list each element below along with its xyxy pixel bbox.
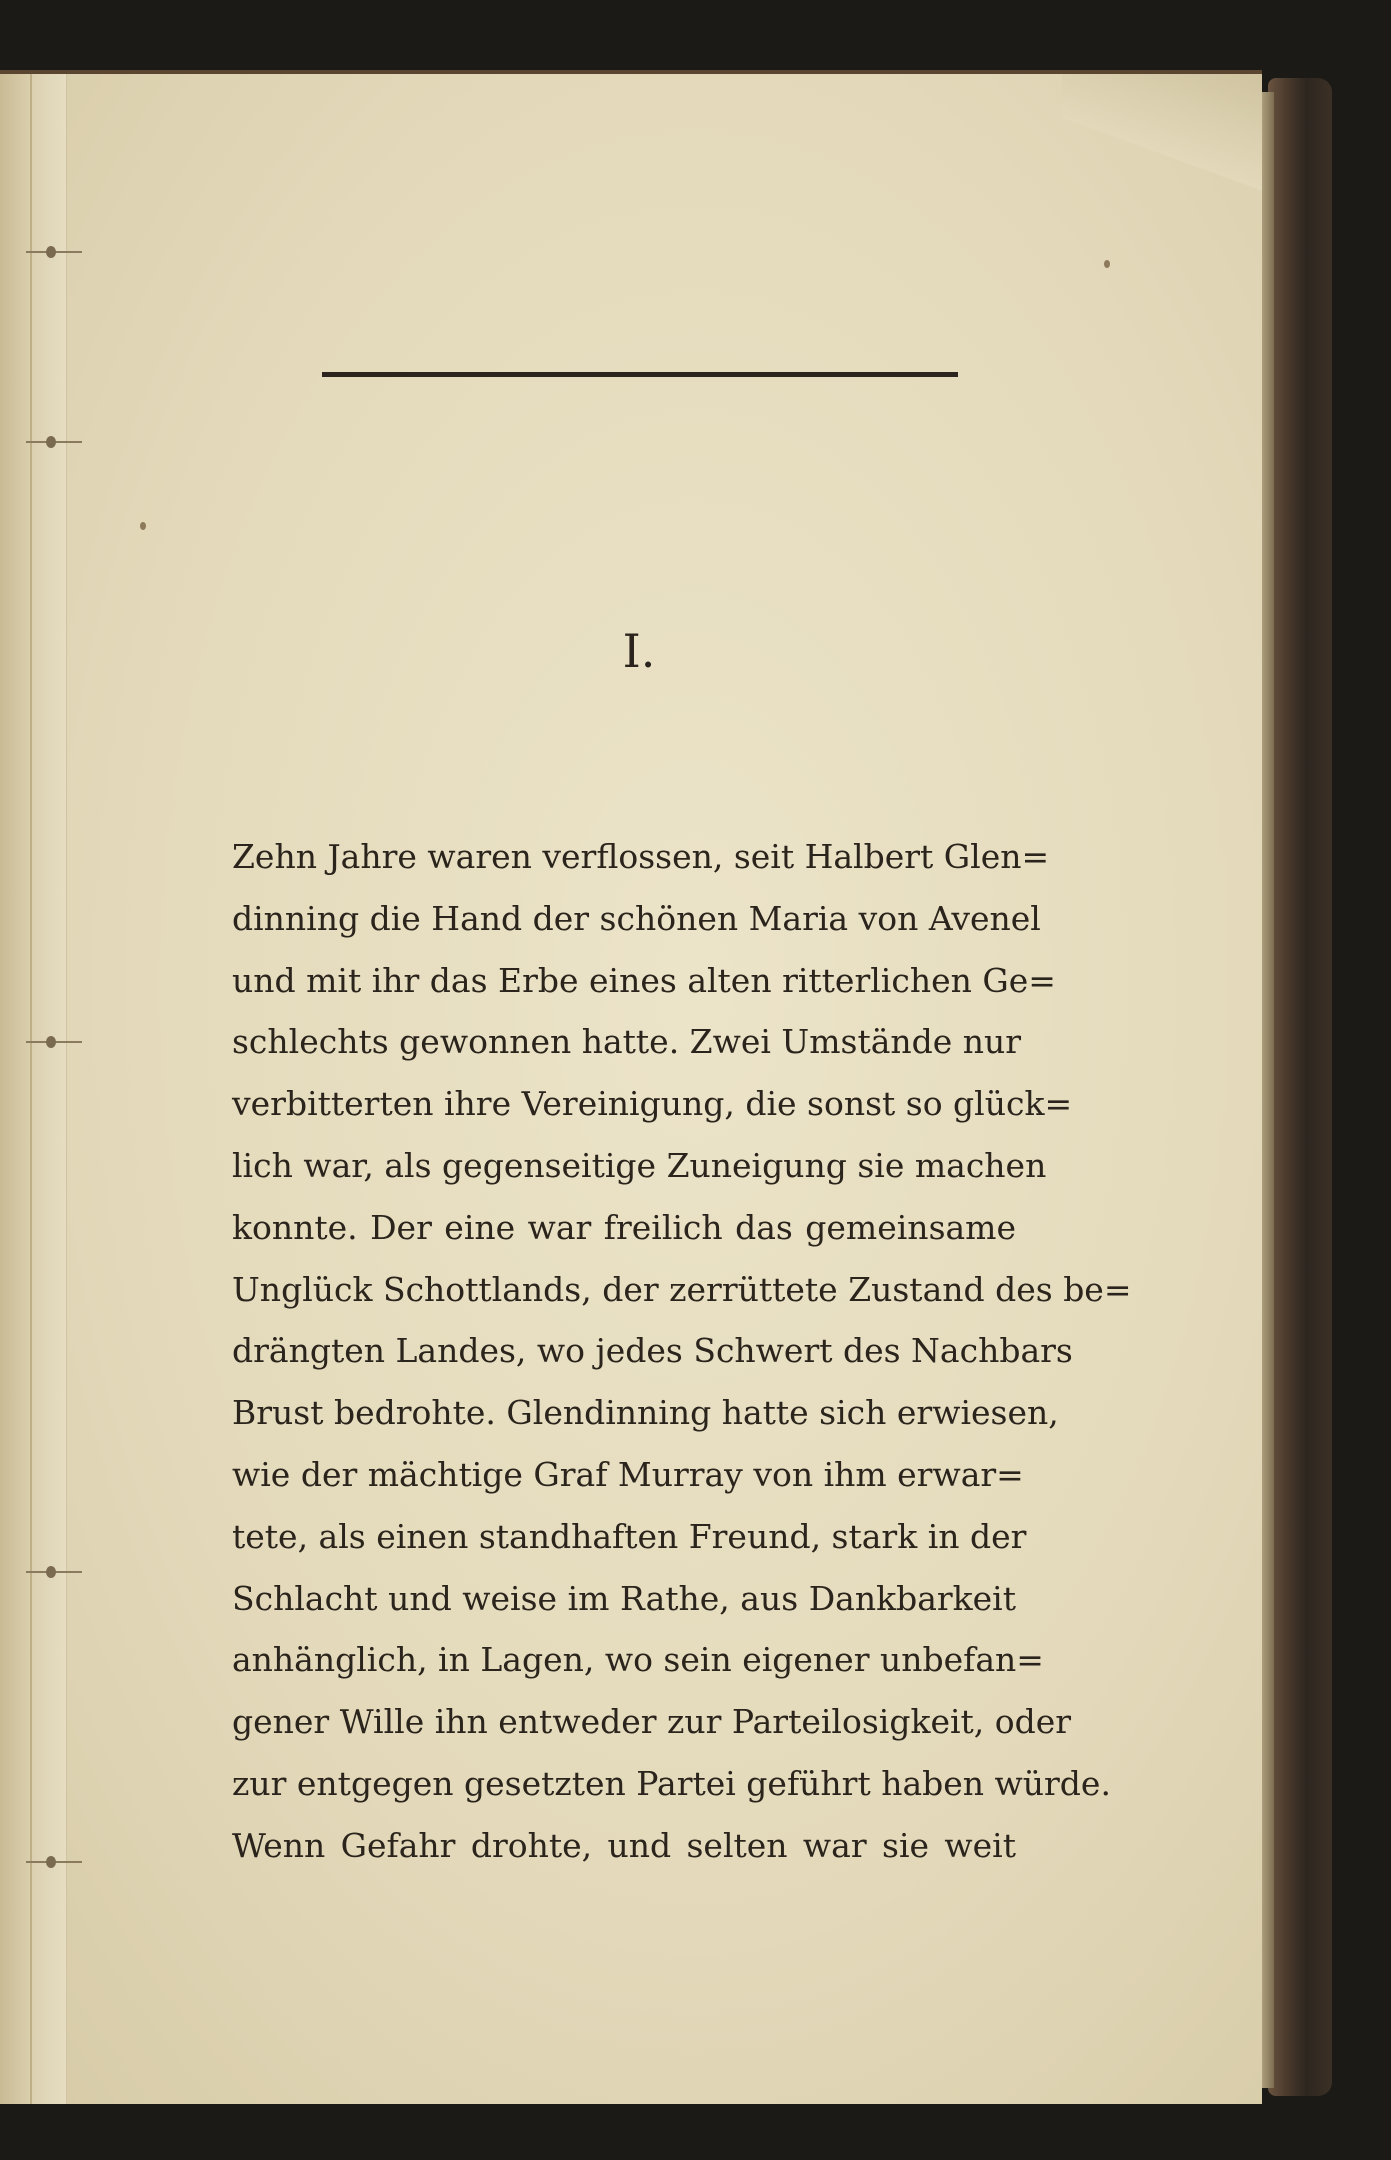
text-line: Schlacht und weise im Rathe, aus Dankbarkeit: [232, 1578, 1016, 1618]
paper-speck: [140, 522, 146, 530]
text-line: schlechts gewonnen hatte. Zwei Umstände nur: [232, 1022, 1022, 1062]
paper-speck: [1104, 260, 1110, 268]
text-line: wie der mächtige Graf Murray von ihm erwar=: [232, 1454, 1024, 1494]
binding-stitch: [26, 1036, 82, 1048]
text-line: gener Wille ihn entweder zur Parteilosigkeit, oder: [232, 1702, 1072, 1742]
text-line: verbitterten ihre Vereinigung, die sonst so glück=: [232, 1084, 1073, 1124]
gutter: [0, 74, 67, 2104]
text-line: lich war, als gegenseitige Zuneigung sie machen: [232, 1145, 1047, 1185]
book-page: [0, 70, 1262, 2104]
text-line: Unglück Schottlands, der zerrüttete Zustand des be=: [232, 1269, 1132, 1309]
text-line: dinning die Hand der schönen Maria von Avenel: [232, 898, 1041, 938]
chapter-heading: [0, 624, 1262, 678]
text-line: anhänglich, in Lagen, wo sein eigener unbefan=: [232, 1640, 1044, 1680]
text-line: Wenn Gefahr drohte, und selten war sie weit: [232, 1825, 1016, 1865]
chapter-rule: [322, 372, 958, 377]
text-line: konnte. Der eine war freilich das gemeinsame: [232, 1207, 1016, 1247]
binding-stitch: [26, 436, 82, 448]
binding-stitch: [26, 246, 82, 258]
gutter-fold-line: [30, 74, 32, 2104]
binding-stitch: [26, 1856, 82, 1868]
text-line: drängten Landes, wo jedes Schwert des Nachbars: [232, 1331, 1073, 1371]
chapter-number: I.: [622, 624, 656, 678]
text-line: Zehn Jahre waren verflossen, seit Halbert Glen=: [232, 837, 1050, 876]
book-binding: [1268, 78, 1332, 2096]
body-text: [232, 826, 1132, 1877]
text-line: und mit ihr das Erbe eines alten ritterlichen Ge=: [232, 960, 1056, 1000]
page-corner-fold: [1062, 74, 1262, 194]
binding-stitch: [26, 1566, 82, 1578]
text-line: Brust bedrohte. Glendinning hatte sich erwiesen,: [232, 1393, 1059, 1433]
text-line: tete, als einen standhaften Freund, stark in der: [232, 1516, 1027, 1556]
text-line: zur entgegen gesetzten Partei geführt haben würde.: [232, 1763, 1111, 1803]
